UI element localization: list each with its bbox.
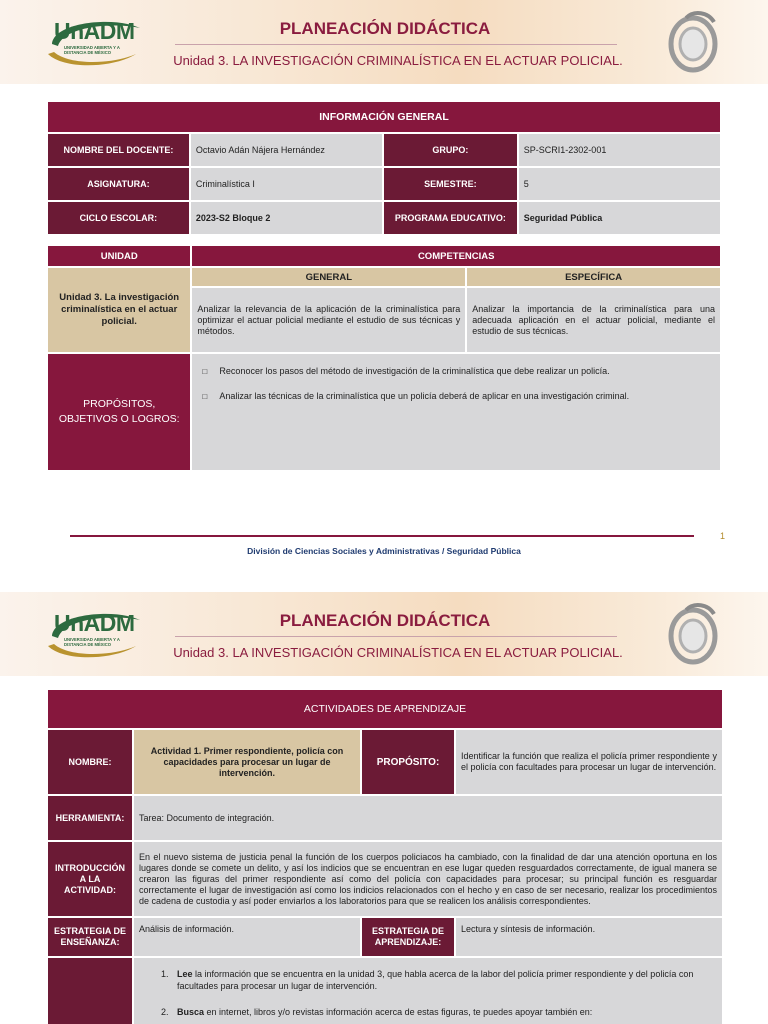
instructions-content bbox=[134, 958, 722, 1024]
semester-value: 5 bbox=[519, 168, 720, 200]
activity-name-label: NOMBRE: bbox=[48, 730, 132, 794]
activities-heading: ACTIVIDADES DE APRENDIZAJE bbox=[48, 690, 722, 728]
activity-purpose-value: Identificar la función que realiza el policía primer respondiente y el policía con facultades para procesar un lugar de intervención. bbox=[456, 730, 722, 794]
program-value: Seguridad Pública bbox=[519, 202, 720, 234]
footer-divider bbox=[70, 535, 694, 537]
title-divider bbox=[175, 636, 617, 637]
subject-value: Criminalística I bbox=[191, 168, 382, 200]
instructions-label bbox=[48, 958, 132, 1024]
activity-name-value: Actividad 1. Primer respondiente, policía con capacidades para procesar un lugar de intervención. bbox=[134, 730, 360, 794]
introduction-value: En el nuevo sistema de justicia penal la función de los cuerpos policiacos ha cambiado, con la finalidad de dar una atención oportuna en los lugares donde se comete un delito, y así los indicios que se encuentran en ese lugar queden resguardados correctamente, de igual manera se crearon las figuras del primer respondiente así como del policía con capacidades para procesar; su principal función es resguardar correctamente el lugar de investigación así como los indicios relacionados con el hecho y en caso de ser necesario, realizar los procedimientos de cadena de custodia y así poder enviarlos a los laboratorios para que se realicen los análisis correspondientes. bbox=[134, 842, 722, 916]
group-label: GRUPO: bbox=[384, 134, 517, 166]
instruction-step: 2. Busca en internet, libros y/o revistas información acerca de estas figuras, te puedes apoyar también en: bbox=[161, 1007, 593, 1017]
checkbox-bullet-icon: □ bbox=[202, 392, 208, 401]
teaching-strategy-value: Análisis de información. bbox=[134, 918, 360, 956]
page-header bbox=[0, 0, 768, 84]
purposes-content bbox=[192, 354, 720, 470]
purpose-item: □ Analizar las técnicas de la criminalística que un policía deberá de aplicar en una investigación criminal. bbox=[202, 391, 630, 401]
competencies-table bbox=[46, 244, 722, 472]
institution-seal-icon bbox=[664, 8, 722, 76]
document-page-2 bbox=[0, 592, 768, 1024]
program-label: PROGRAMA EDUCATIVO: bbox=[384, 202, 517, 234]
purposes-label: PROPÓSITOS, OBJETIVOS O LOGROS: bbox=[48, 354, 190, 470]
logo-text: UnADM bbox=[54, 610, 135, 636]
school-cycle-value: 2023-S2 Bloque 2 bbox=[191, 202, 382, 234]
institution-seal-icon bbox=[664, 600, 722, 668]
general-info-heading: INFORMACIÓN GENERAL bbox=[48, 102, 720, 132]
teacher-value: Octavio Adán Nájera Hernández bbox=[191, 134, 382, 166]
footer-text: División de Ciencias Sociales y Administrativas / Seguridad Pública bbox=[247, 546, 521, 556]
instruction-step: 1. Lee la información que se encuentra en la unidad 3, que habla acerca de la labor del policía primer respondiente y del policía con facultades para procesar un lugar de intervención. bbox=[161, 969, 694, 991]
title-divider bbox=[175, 44, 617, 45]
school-cycle-label: CICLO ESCOLAR: bbox=[48, 202, 189, 234]
activity-purpose-label: PROPÓSITO: bbox=[362, 730, 454, 794]
page-number: 1 bbox=[720, 531, 726, 541]
learning-strategy-value: Lectura y síntesis de información. bbox=[456, 918, 722, 956]
group-value: SP-SCRI1-2302-001 bbox=[519, 134, 720, 166]
page-gap bbox=[0, 580, 768, 592]
teaching-strategy-label: ESTRATEGIA DE ENSEÑANZA: bbox=[48, 918, 132, 956]
semester-label: SEMESTRE: bbox=[384, 168, 517, 200]
page-header bbox=[0, 592, 768, 676]
specific-competency-heading: ESPECÍFICA bbox=[467, 268, 720, 286]
introduction-label: INTRODUCCIÓN A LA ACTIVIDAD: bbox=[48, 842, 132, 916]
subject-label: ASIGNATURA: bbox=[48, 168, 189, 200]
logo-subtitle: UNIVERSIDAD ABIERTA Y A DISTANCIA DE MÉXICO bbox=[64, 637, 120, 647]
page-title: PLANEACIÓN DIDÁCTICA bbox=[279, 19, 491, 38]
page-title: PLANEACIÓN DIDÁCTICA bbox=[279, 611, 491, 630]
learning-strategy-label: ESTRATEGIA DE APRENDIZAJE: bbox=[362, 918, 454, 956]
general-info-table bbox=[46, 100, 722, 236]
specific-competency-text: Analizar la importancia de la criminalística para una adecuada aplicación en el actuar policial, mediante el estudio de sus técnicas. bbox=[467, 288, 720, 352]
general-competency-text: Analizar la relevancia de la aplicación de la criminalística para optimizar el actuar policial mediante el estudio de sus técnicas y métodos. bbox=[192, 288, 465, 352]
page-subtitle: Unidad 3. LA INVESTIGACIÓN CRIMINALÍSTICA EN EL ACTUAR POLICIAL. bbox=[173, 645, 623, 660]
unit-column-heading: UNIDAD bbox=[48, 246, 190, 266]
tool-value: Tarea: Documento de integración. bbox=[134, 796, 722, 840]
logo-text: UnADM bbox=[54, 18, 135, 44]
purpose-item: □ Reconocer los pasos del método de investigación de la criminalística que debe realizar un policía. bbox=[202, 366, 610, 376]
teacher-label: NOMBRE DEL DOCENTE: bbox=[48, 134, 189, 166]
general-competency-heading: GENERAL bbox=[192, 268, 465, 286]
page-subtitle: Unidad 3. LA INVESTIGACIÓN CRIMINALÍSTICA EN EL ACTUAR POLICIAL. bbox=[173, 53, 623, 68]
logo-subtitle: UNIVERSIDAD ABIERTA Y A DISTANCIA DE MÉXICO bbox=[64, 45, 120, 55]
tool-label: HERRAMIENTA: bbox=[48, 796, 132, 840]
unit-name: Unidad 3. La investigación criminalística en el actuar policial. bbox=[48, 268, 190, 352]
learning-activities-table bbox=[46, 688, 724, 1024]
checkbox-bullet-icon: □ bbox=[202, 367, 208, 376]
competencies-heading: COMPETENCIAS bbox=[192, 246, 720, 266]
